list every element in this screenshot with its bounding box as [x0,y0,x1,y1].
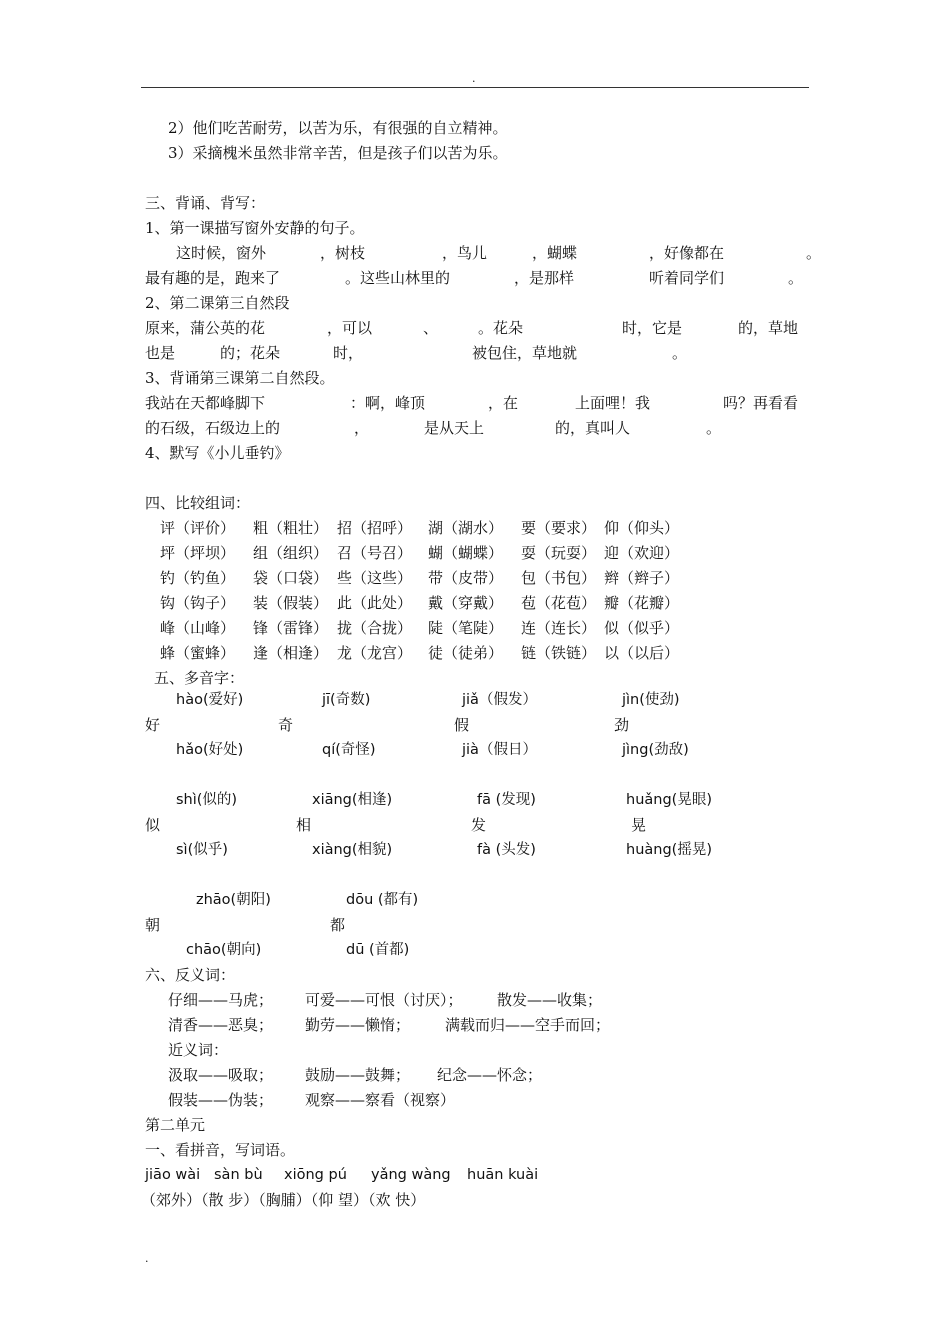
recite-line-seg: 。 [788,269,804,287]
recite-line-seg: 。 [706,419,722,437]
word-pair: 此（此处） [337,594,413,612]
word-pair: 装（假装） [253,594,329,612]
answer-words: （郊外）（散 步）（胸脯）（仰 望）（欢 快） [141,1191,426,1209]
word-pair: 链（铁链） [521,644,597,662]
recite-line-seg: ：啊，峰顶 [350,394,426,412]
word-pair: 陡（笔陡） [428,619,504,637]
word-pair: 徒（徒弟） [428,644,504,662]
word-pair: 召（号召） [337,544,413,562]
antonym-seg: 仔细——马虎； [168,991,274,1009]
antonym-seg: 可爱——可恨（讨厌）； [305,991,463,1009]
unit-title: 第二单元 [145,1116,206,1134]
word-pair: 龙（龙宫） [337,644,413,662]
pinyin-word: sàn bù [214,1167,263,1183]
word-pair: 以（以后） [604,644,680,662]
polyphonic-char: 好 [145,716,161,734]
sub-title: 近义词： [168,1041,229,1059]
pinyin-reading: zhāo(朝阳) [196,892,271,908]
word-pair: 组（组织） [253,544,329,562]
recite-line-seg: 听着同学们 [649,269,725,287]
recite-line-seg: 时，它是 [622,319,683,337]
recite-line-seg: ，鸟儿 [442,244,488,262]
word-pair: 拢（合拢） [337,619,413,637]
recite-line-seg: ，树枝 [320,244,366,262]
word-pair: 要（要求） [521,519,597,537]
recite-line-seg: 原来，蒲公英的花 [145,319,266,337]
word-pair: 粗（粗壮） [253,519,329,537]
synonym-seg: 纪念——怀念； [437,1066,543,1084]
synonym-seg: 鼓励——鼓舞； [305,1066,411,1084]
pinyin-reading: dōu (都有) [346,892,419,908]
pinyin-reading: jìng(劲敌) [622,742,689,758]
polyphonic-char: 发 [471,816,487,834]
word-pair: 坪（坪坝） [160,544,236,562]
recite-line-seg: ，是那样 [514,269,575,287]
word-pair: 辫（辫子） [604,569,680,587]
word-pair: 包（书包） [521,569,597,587]
pinyin-reading: chāo(朝向) [186,942,262,958]
word-pair: 逢（相逢） [253,644,329,662]
word-pair: 带（皮带） [428,569,504,587]
question: 2、第二课第三自然段 [145,294,290,312]
pinyin-reading: huǎng(晃眼) [626,792,712,808]
pinyin-word: huān kuài [467,1167,539,1183]
pinyin-word: xiōng pú [284,1167,347,1183]
pinyin-reading: jī(奇数) [322,692,371,708]
recite-line-seg: 。花朵 [478,319,524,337]
word-pair: 锋（雷锋） [253,619,329,637]
polyphonic-char: 相 [296,816,312,834]
word-pair: 戴（穿戴） [428,594,504,612]
word-pair: 连（连长） [521,619,597,637]
recite-line-seg: 的，草地 [738,319,799,337]
question: 3、背诵第三课第二自然段。 [145,369,335,387]
antonym-seg: 散发——收集； [497,991,603,1009]
recite-line-seg: 吗？再看看 [723,394,799,412]
recite-line-seg: 的；花朵 [220,344,281,362]
recite-line-seg: 。这些山林里的 [345,269,451,287]
section-title: 五、多音字： [154,669,245,687]
header-rule [141,87,809,88]
pinyin-reading: shì(似的) [176,792,238,808]
word-pair: 苞（花苞） [521,594,597,612]
pinyin-reading: hǎo(好处) [176,742,244,758]
synonym-seg: 汲取——吸取； [168,1066,274,1084]
polyphonic-char: 似 [145,816,161,834]
recite-line-seg: 的石级，石级边上的 [145,419,281,437]
answer-line: 3）采摘槐米虽然非常辛苦，但是孩子们以苦为乐。 [168,144,508,162]
word-pair: 瓣（花瓣） [604,594,680,612]
answer-line: 2）他们吃苦耐劳，以苦为乐，有很强的自立精神。 [168,119,508,137]
antonym-seg: 勤劳——懒惰； [305,1016,411,1034]
recite-line-seg: 上面哩！我 [575,394,651,412]
word-pair: 似（似乎） [604,619,680,637]
word-pair: 蜂（蜜蜂） [160,644,236,662]
polyphonic-char: 晃 [631,816,647,834]
recite-line-seg: 。 [806,244,822,262]
synonym-seg: 观察——察看（视察） [305,1091,456,1109]
pinyin-reading: hào(爱好) [176,692,244,708]
pinyin-reading: fā (发现) [477,792,536,808]
recite-line-seg: ，蝴蝶 [532,244,578,262]
recite-line-seg: 被包住，草地就 [472,344,578,362]
word-pair: 仰（仰头） [604,519,680,537]
recite-line-seg: 时， [333,344,364,362]
word-pair: 评（评价） [160,519,236,537]
pinyin-reading: fà (头发) [477,842,536,858]
section-title: 一、看拼音，写词语。 [145,1141,296,1159]
antonym-seg: 满载而归——空手而回； [445,1016,611,1034]
word-pair: 招（招呼） [337,519,413,537]
word-pair: 蝴（蝴蝶） [428,544,504,562]
recite-line-seg: 、 [423,319,439,337]
section-title: 三、背诵、背写： [145,194,266,212]
recite-line-seg: ，可以 [327,319,373,337]
pinyin-reading: huàng(摇晃) [626,842,712,858]
word-pair: 钓（钓鱼） [160,569,236,587]
word-pair: 峰（山峰） [160,619,236,637]
word-pair: 些（这些） [337,569,413,587]
synonym-seg: 假装——伪装； [168,1091,274,1109]
question: 4、默写《小儿垂钓》 [145,444,290,462]
polyphonic-char: 劲 [614,716,630,734]
question: 1、第一课描写窗外安静的句子。 [145,219,365,237]
pinyin-reading: xiāng(相逢) [312,792,393,808]
antonym-seg: 清香——恶臭； [168,1016,274,1034]
pinyin-reading: xiàng(相貌) [312,842,393,858]
recite-line-seg: ， [354,419,370,437]
header-dot: . [472,72,476,85]
polyphonic-char: 朝 [145,916,161,934]
recite-line-seg: 最有趣的是，跑来了 [145,269,281,287]
section-title: 六、反义词： [145,966,236,984]
word-pair: 耍（玩耍） [521,544,597,562]
polyphonic-char: 假 [454,716,470,734]
recite-line-seg: 这时候，窗外 [176,244,267,262]
word-pair: 湖（湖水） [428,519,504,537]
recite-line-seg: 的，真叫人 [555,419,631,437]
word-pair: 袋（口袋） [253,569,329,587]
recite-line-seg: 。 [672,344,688,362]
recite-line-seg: ，在 [488,394,519,412]
recite-line-seg: 是从天上 [424,419,485,437]
recite-line-seg: ，好像都在 [649,244,725,262]
recite-line-seg: 我站在天都峰脚下 [145,394,266,412]
polyphonic-char: 奇 [278,716,294,734]
recite-line-seg: 也是 [145,344,176,362]
word-pair: 钩（钩子） [160,594,236,612]
pinyin-reading: jiǎ（假发） [462,692,537,708]
pinyin-reading: qí(奇怪) [322,742,376,758]
section-title: 四、比较组词： [145,494,251,512]
pinyin-word: jiāo wài [145,1167,201,1183]
pinyin-reading: jià（假日） [462,742,537,758]
pinyin-reading: dū (首都) [346,942,410,958]
pinyin-word: yǎng wàng [371,1167,451,1183]
polyphonic-char: 都 [330,916,346,934]
word-pair: 迎（欢迎） [604,544,680,562]
pinyin-reading: jìn(使劲) [622,692,680,708]
footer-dot: . [145,1252,149,1265]
pinyin-reading: sì(似乎) [176,842,228,858]
